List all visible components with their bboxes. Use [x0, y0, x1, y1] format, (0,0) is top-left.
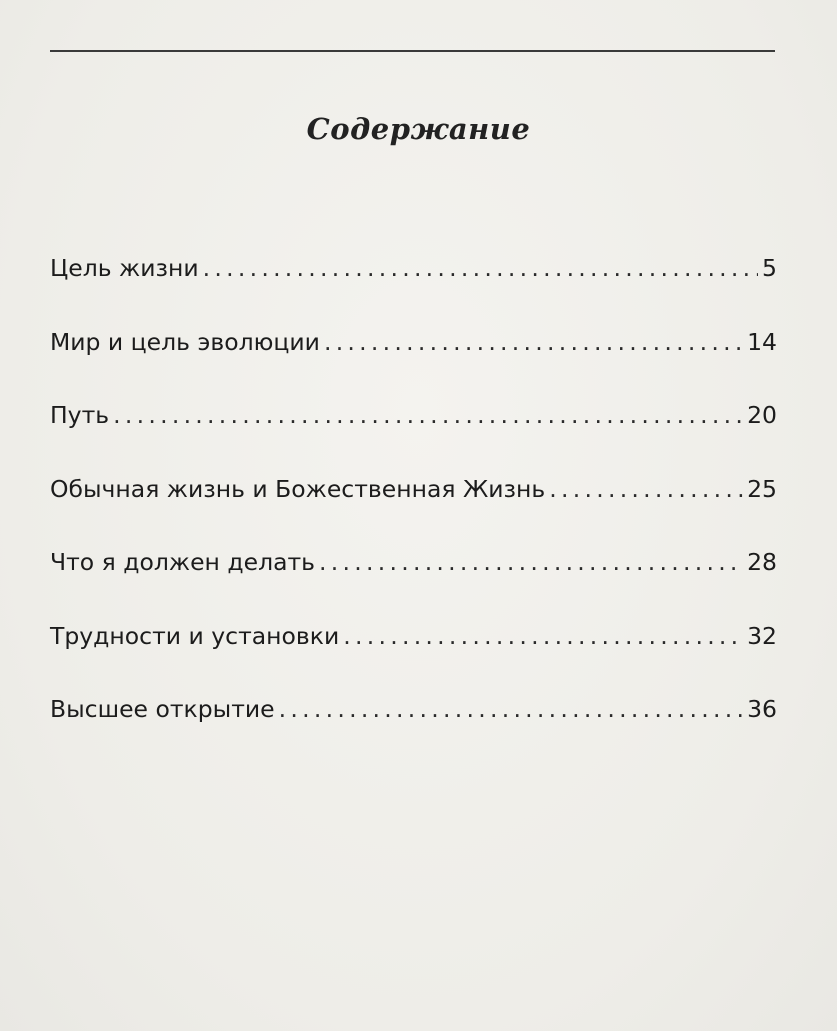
- toc-entry-title: Высшее открытие: [50, 695, 275, 723]
- contents-heading: Содержание: [306, 112, 531, 146]
- top-rule: [50, 50, 775, 52]
- toc-entry-page: 28: [747, 548, 777, 576]
- toc-leader-dots: [203, 254, 758, 282]
- toc-entry-title: Что я должен делать: [50, 548, 316, 576]
- toc-leader-dots: [549, 475, 743, 503]
- toc-entry-page: 20: [747, 401, 777, 429]
- toc-entry: [50, 548, 777, 622]
- toc-entry-title: Трудности и установки: [50, 621, 340, 650]
- toc-entry-title: Цель жизни: [50, 254, 199, 282]
- toc-entry-page: 14: [747, 327, 777, 356]
- toc-entry: [50, 328, 777, 402]
- toc-entry: [50, 695, 777, 769]
- toc-entry-page: 32: [747, 621, 777, 650]
- toc-leader-dots: [279, 695, 743, 723]
- table-of-contents: [50, 254, 777, 769]
- toc-leader-dots: [343, 622, 743, 650]
- toc-entry: [50, 401, 777, 475]
- toc-entry-title: Обычная жизнь и Божественная Жизнь: [50, 474, 546, 503]
- toc-leader-dots: [319, 548, 743, 576]
- toc-entry-page: 25: [747, 474, 777, 503]
- toc-entry-title: Мир и цель эволюции: [50, 327, 320, 356]
- toc-entry: [50, 475, 777, 549]
- toc-entry: [50, 622, 777, 696]
- toc-entry-title: Путь: [50, 401, 110, 429]
- toc-entry: [50, 254, 777, 328]
- toc-leader-dots: [113, 401, 743, 429]
- toc-entry-page: 36: [747, 695, 777, 723]
- toc-entry-page: 5: [762, 254, 777, 282]
- toc-leader-dots: [324, 328, 743, 356]
